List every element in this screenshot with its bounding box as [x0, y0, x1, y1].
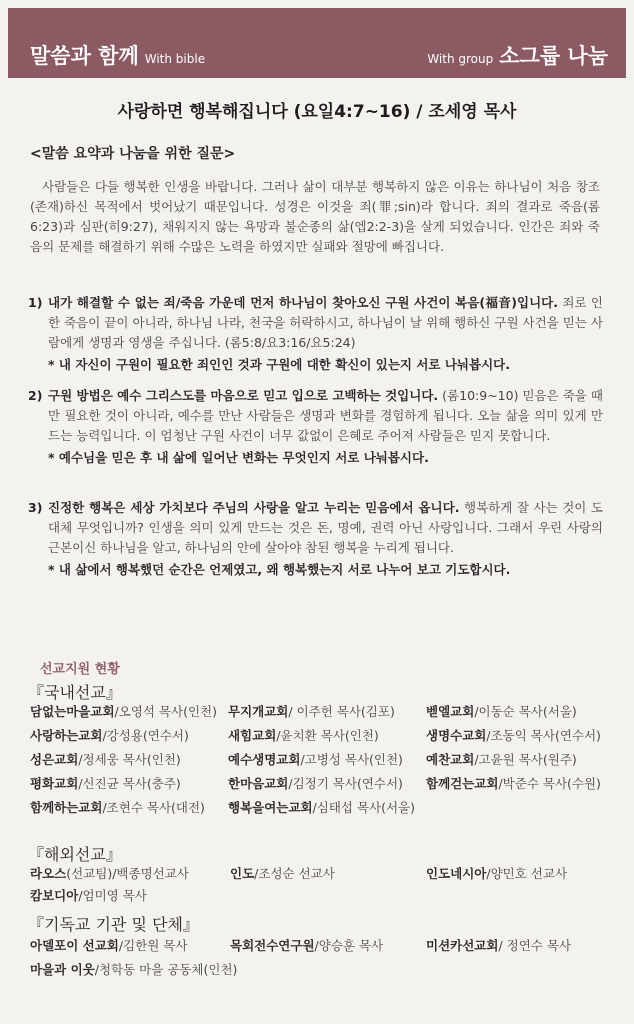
mission-entry-detail: /고병성 목사(인천): [300, 752, 403, 767]
question-number: 3): [28, 500, 43, 515]
question-item-1: [28, 293, 603, 375]
mission-entry-name: 마을과 이웃: [30, 962, 95, 977]
mission-entry: [426, 936, 571, 954]
question-description: (롬10:9~10) 믿음은 죽을 때만 필요한 것이 아니라, 예수를 만난 사람들은 생명과 변화를 경험하게 됩니다. 오늘 삶을 의미 있게 만드는 능력입니다. 이 엄청난 구원 사건이 너무 값없이 은혜로 주어져 사람들은 믿지 못합니다.: [48, 388, 603, 443]
mission-entry-name: 평화교회: [30, 776, 79, 791]
mission-entry-detail: /심태섭 목사(서울): [312, 800, 415, 815]
mission-entry-detail: /양승훈 목사: [314, 938, 384, 953]
question-body: [48, 498, 603, 580]
mission-entry-detail: /조동익 목사(연수서): [486, 728, 601, 743]
mission-entry: [30, 798, 205, 816]
question-lead: 내가 해결할 수 없는 죄/죽음 가운데 먼저 하나님이 찾아오신 구원 사건이 복음(福音)입니다.: [48, 295, 558, 310]
header-left: [30, 40, 205, 70]
mission-entry: [30, 936, 187, 954]
mission-entry-detail: /조현수 목사(대전): [102, 800, 205, 815]
sermon-title: 사랑하면 행복해집니다 (요일4:7~16) / 조세영 목사: [117, 102, 517, 122]
mission-entry: [426, 726, 601, 744]
header-left-title: 말씀과 함께: [30, 44, 139, 68]
mission-entry-name: 예수생명교회: [228, 752, 301, 767]
mission-entry-name: 생명수교회: [426, 728, 487, 743]
question-number: 2): [28, 388, 43, 403]
question-body: [48, 293, 603, 375]
mission-entry-name: 새힘교회: [228, 728, 277, 743]
mission-support-heading: 선교지원 현황: [40, 662, 120, 677]
mission-entry-name: 캄보디아: [30, 888, 79, 903]
institutions-title: 『기독교 기관 및 단체』: [28, 915, 199, 934]
mission-entry: [30, 886, 147, 904]
mission-entry-name: 벧엘교회: [426, 704, 475, 719]
page-header: [8, 8, 626, 78]
mission-entry-detail: (선교팀)/백종명선교사: [66, 866, 189, 881]
header-right-subtitle: With group: [427, 52, 494, 66]
overseas-missions-title: 『해외선교』: [28, 845, 122, 864]
mission-entry: [30, 774, 181, 792]
question-share-prompt: * 내 삶에서 행복했던 순간은 언제였고, 왜 행복했는지 서로 나누어 보고 기도합시다.: [48, 562, 511, 577]
mission-entry: [230, 936, 383, 954]
question-share-prompt: * 내 자신이 구원이 필요한 죄인인 것과 구원에 대한 확신이 있는지 서로 나눠봅시다.: [48, 357, 510, 372]
mission-entry-detail: /박준수 목사(수원): [498, 776, 601, 791]
mission-entry-detail: /정세웅 목사(인천): [78, 752, 181, 767]
mission-entry: [426, 774, 601, 792]
mission-entry: [426, 864, 567, 882]
mission-entry: [228, 726, 379, 744]
mission-entry-name: 라오스: [30, 866, 67, 881]
mission-entry-detail: /엄미영 목사: [78, 888, 147, 903]
mission-entry-detail: /김정기 목사(연수서): [288, 776, 403, 791]
mission-entry-detail: /신진균 목사(충주): [78, 776, 181, 791]
mission-entry-detail: /오영석 목사(인천): [114, 704, 217, 719]
question-body: [48, 386, 603, 468]
mission-entry-detail: / 정연수 목사: [498, 938, 571, 953]
question-number: 1): [28, 295, 43, 310]
intro-paragraph: 사람들은 다들 행복한 인생을 바랍니다. 그러나 삶이 대부분 행복하지 않은 이유는 하나님이 처음 창조(존재)하신 목적에서 벗어났기 때문입니다. 성경은 이것을 죄(罪;sin)라 합니다. 죄의 결과로 죽음(롬6:23)과 심판(히9:27), 채워지지 않는 욕망과 불순종의 삶(엡2:2-3)을 살게 되었습니다. 인간은 죄와 죽음의 문제를 해결하기 위해 수많은 노력을 하였지만 실패와 절망에 빠집니다.: [30, 179, 600, 254]
question-share-prompt: * 예수님을 믿은 후 내 삶에 일어난 변화는 무엇인지 서로 나눠봅시다.: [48, 450, 429, 465]
mission-entry-detail: /김한원 목사: [118, 938, 188, 953]
mission-entry-detail: /청학동 마을 공동체(인천): [94, 962, 238, 977]
mission-entry: [228, 798, 415, 816]
mission-entry-name: 예찬교회: [426, 752, 475, 767]
mission-entry-name: 담없는마을교회: [30, 704, 115, 719]
question-description: 죄로 인한 죽음이 끝이 아니라, 하나님 나라, 천국을 허락하시고, 하나님이 날 위해 행하신 구원 사건을 믿는 사람에게 생명과 영생을 주십니다. (롬5:8/요3:16/요5:24): [48, 295, 603, 350]
mission-entry-name: 인도네시아: [426, 866, 487, 881]
mission-entry-name: 성은교회: [30, 752, 79, 767]
mission-entry-detail: / 이주헌 목사(김포): [288, 704, 395, 719]
question-item-3: [28, 498, 603, 580]
questions-heading: <말씀 요약과 나눔을 위한 질문>: [30, 146, 236, 162]
question-lead: 구원 방법은 예수 그리스도를 마음으로 믿고 입으로 고백하는 것입니다.: [48, 388, 439, 403]
mission-entry: [228, 774, 403, 792]
question-lead: 진정한 행복은 세상 가치보다 주님의 사랑을 알고 누리는 믿음에서 옵니다.: [48, 500, 460, 515]
mission-entry: [30, 726, 189, 744]
header-left-subtitle: With bible: [144, 52, 206, 66]
mission-entry: [426, 702, 577, 720]
mission-entry: [30, 750, 181, 768]
mission-entry-name: 미션카선교회: [426, 938, 499, 953]
domestic-missions-title: 『국내선교』: [28, 683, 122, 702]
mission-entry-detail: /양민호 선교사: [486, 866, 568, 881]
mission-entry-name: 목회전수연구원: [230, 938, 315, 953]
mission-entry: [230, 864, 335, 882]
mission-entry: [426, 750, 577, 768]
mission-entry-name: 사랑하는교회: [30, 728, 103, 743]
mission-entry-detail: /고윤원 목사(원주): [474, 752, 577, 767]
mission-entry-name: 아델포이 선교회: [30, 938, 119, 953]
mission-entry-name: 함께하는교회: [30, 800, 103, 815]
question-description: 행복하게 잘 사는 것이 도대체 무엇입니까? 인생을 의미 있게 만드는 것은 돈, 명예, 권력 아닌 사랑입니다. 그래서 우린 사랑의 근본이신 하나님을 알고, 하나님의 안에 살아야 참된 행복을 누리게 됩니다.: [48, 500, 604, 555]
mission-entry: [30, 960, 237, 978]
mission-entry: [30, 864, 189, 882]
mission-entry: [30, 702, 217, 720]
mission-entry-name: 행복을여는교회: [228, 800, 313, 815]
mission-entry-name: 한마음교회: [228, 776, 289, 791]
header-right: [427, 40, 608, 70]
mission-entry-detail: /조성순 선교사: [254, 866, 335, 881]
header-right-title: 소그룹 나눔: [499, 44, 608, 68]
mission-entry-name: 무지개교회: [228, 704, 289, 719]
mission-entry-name: 인도: [230, 866, 255, 881]
question-item-2: [28, 386, 603, 468]
mission-entry-detail: /윤치환 목사(인천): [276, 728, 379, 743]
mission-entry-detail: /강성용(연수서): [102, 728, 189, 743]
mission-entry-detail: /이동순 목사(서울): [474, 704, 577, 719]
mission-entry: [228, 750, 403, 768]
mission-entry-name: 함께걷는교회: [426, 776, 499, 791]
mission-entry: [228, 702, 395, 720]
